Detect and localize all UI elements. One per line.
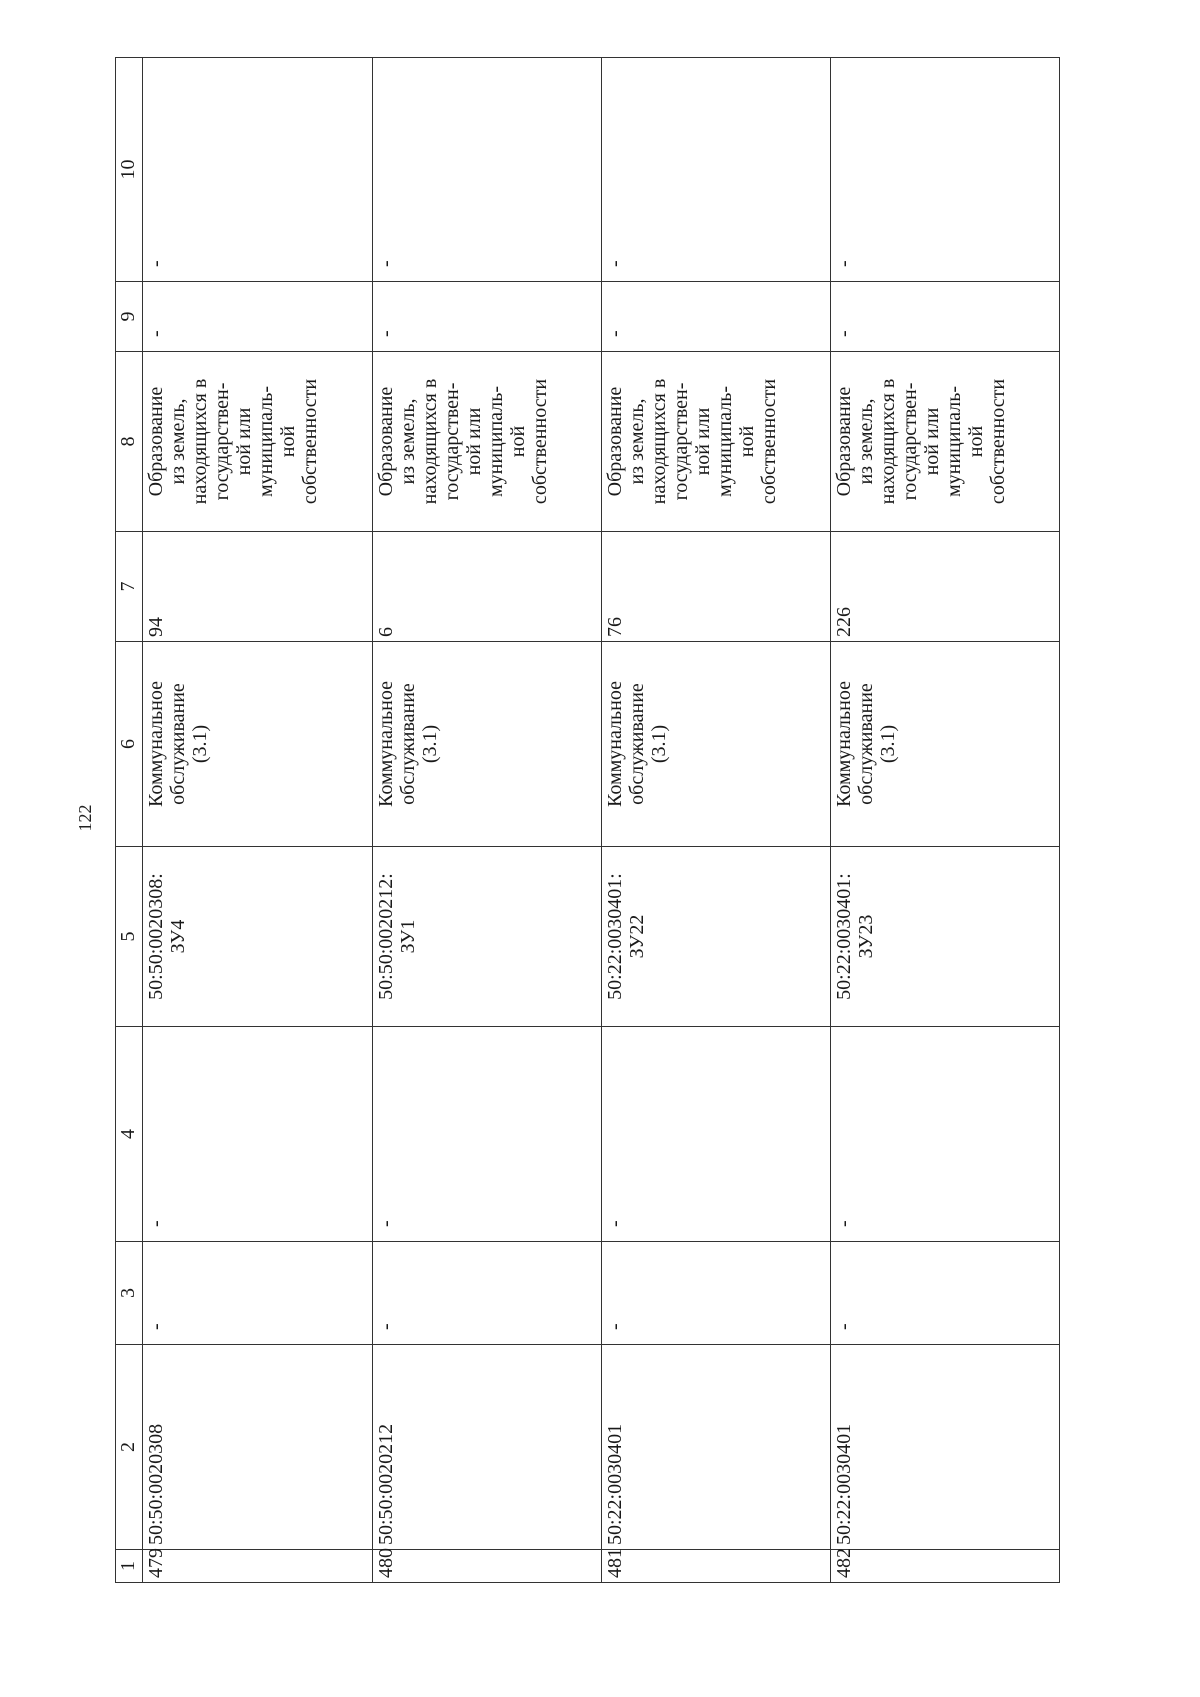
cell-col-4: -	[601, 1027, 830, 1242]
column-header-2: 2	[116, 1345, 143, 1550]
column-header-6: 6	[116, 642, 143, 847]
cell-col-10: -	[143, 58, 372, 282]
cell-col-4: -	[830, 1027, 1059, 1242]
column-header-1: 1	[116, 1550, 143, 1583]
cell-permitted-use: Коммунальное обслуживание (3.1)	[830, 642, 1059, 847]
table-row	[143, 58, 372, 1583]
cell-row-number: 481	[601, 1550, 830, 1583]
cell-row-number: 480	[372, 1550, 601, 1583]
table-row	[601, 58, 830, 1583]
cell-formation-method: Образование из земель, находящихся в государствен- ной или муниципаль- ной собственности	[601, 352, 830, 532]
cell-plot-designation: 50:22:0030401: ЗУ23	[830, 847, 1059, 1027]
cell-row-number: 482	[830, 1550, 1059, 1583]
cell-permitted-use: Коммунальное обслуживание (3.1)	[601, 642, 830, 847]
cell-col-4: -	[143, 1027, 372, 1242]
cell-col-3: -	[601, 1242, 830, 1345]
cell-col-4: -	[372, 1027, 601, 1242]
column-header-4: 4	[116, 1027, 143, 1242]
column-header-10: 10	[116, 58, 143, 282]
cell-area: 94	[143, 532, 372, 642]
cell-area: 226	[830, 532, 1059, 642]
cell-formation-method: Образование из земель, находящихся в государствен- ной или муниципаль- ной собственности	[830, 352, 1059, 532]
column-header-5: 5	[116, 847, 143, 1027]
table-row	[372, 58, 601, 1583]
cell-col-10: -	[372, 58, 601, 282]
rotated-table-container	[115, 58, 1060, 1583]
cell-area: 6	[372, 532, 601, 642]
cell-row-number: 479	[143, 1550, 372, 1583]
cell-plot-designation: 50:50:0020308: ЗУ4	[143, 847, 372, 1027]
cell-col-3: -	[830, 1242, 1059, 1345]
cell-col-3: -	[372, 1242, 601, 1345]
cell-plot-designation: 50:50:0020212: ЗУ1	[372, 847, 601, 1027]
cell-cadastral-block: 50:22:0030401	[601, 1345, 830, 1550]
column-header-3: 3	[116, 1242, 143, 1345]
column-header-8: 8	[116, 352, 143, 532]
cell-cadastral-block: 50:22:0030401	[830, 1345, 1059, 1550]
cell-formation-method: Образование из земель, находящихся в государствен- ной или муниципаль- ной собственности	[143, 352, 372, 532]
land-plots-table	[115, 57, 1060, 1583]
cell-cadastral-block: 50:50:0020212	[372, 1345, 601, 1550]
cell-cadastral-block: 50:50:0020308	[143, 1345, 372, 1550]
cell-permitted-use: Коммунальное обслуживание (3.1)	[143, 642, 372, 847]
column-header-9: 9	[116, 282, 143, 352]
cell-col-9: -	[830, 282, 1059, 352]
table-row	[830, 58, 1059, 1583]
cell-plot-designation: 50:22:0030401: ЗУ22	[601, 847, 830, 1027]
header-row	[116, 58, 143, 1583]
cell-col-9: -	[601, 282, 830, 352]
page-number: 122	[75, 804, 95, 832]
cell-col-3: -	[143, 1242, 372, 1345]
cell-col-10: -	[601, 58, 830, 282]
cell-permitted-use: Коммунальное обслуживание (3.1)	[372, 642, 601, 847]
cell-col-10: -	[830, 58, 1059, 282]
cell-formation-method: Образование из земель, находящихся в государствен- ной или муниципаль- ной собственности	[372, 352, 601, 532]
cell-col-9: -	[143, 282, 372, 352]
column-header-7: 7	[116, 532, 143, 642]
cell-area: 76	[601, 532, 830, 642]
cell-col-9: -	[372, 282, 601, 352]
